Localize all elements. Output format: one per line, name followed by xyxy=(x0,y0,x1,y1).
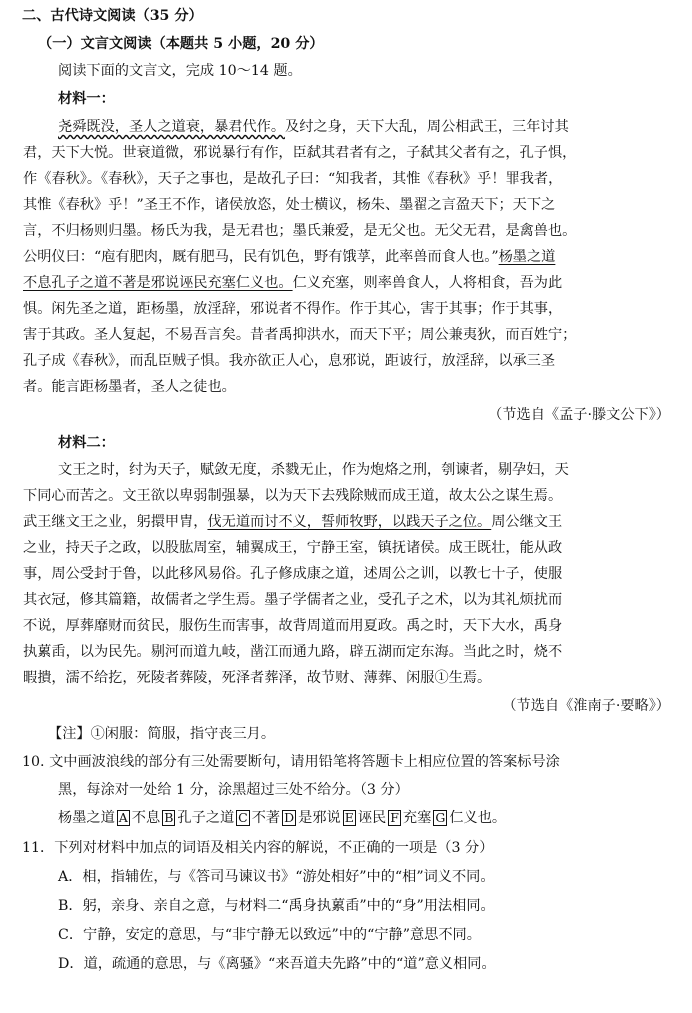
material1-label: 材料一： xyxy=(58,91,115,107)
instruction: 阅读下面的文言文，完成 10～14 题。 xyxy=(58,63,302,79)
material1-line: 言，不归杨则归墨。杨氏为我，是无君也；墨氏兼爱，是无父也。无父无君，是禽兽也。 xyxy=(23,223,577,239)
option-box-b[interactable]: B xyxy=(164,810,174,825)
material2-label: 材料二： xyxy=(58,435,115,451)
material2-line: 不说，厚葬靡财而贫民，服伤生而害事，故背周道而用夏政。禹之时，天下大水，禹身 xyxy=(23,618,563,634)
material1-line: 作《春秋》。《春秋》，天子之事也，是故孔子曰：“知我者，其惟《春秋》乎！罪我者， xyxy=(23,171,563,187)
q10-stem-line2: 黑，每涂对一处给 1 分，涂黑超过三处不给分。（3 分） xyxy=(58,782,409,798)
material2-source: （节选自《淮南子·要略》） xyxy=(502,698,670,714)
q11-option-c: C．宁静，安定的意思，与“非宁静无以致远”中的“宁静”意思不同。 xyxy=(58,927,481,943)
option-box-a[interactable]: A xyxy=(118,810,128,825)
option-box-e[interactable]: E xyxy=(344,810,354,825)
q10-stem-line1: 10. 文中画波浪线的部分有三处需要断句，请用铅笔将答题卡上相应位置的答案标号涂 xyxy=(22,754,560,770)
q11-option-d: D．道，疏通的意思，与《离骚》“来吾道夫先路”中的“道”意义相同。 xyxy=(58,956,496,972)
material1-source: （节选自《孟子·滕文公下》） xyxy=(488,407,670,423)
material2-line: 下同心而苦之。文王欲以卑弱制强暴，以为天下去残除贼而成王道，故太公之谋生焉。 xyxy=(23,488,563,504)
material1-line: 君，天下大悦。世衰道微，邪说暴行有作，臣弑其君者有之，子弑其父者有之，孔子惧， xyxy=(23,145,577,161)
material2-line: 文王之时，纣为天子，赋敛无度，杀戮无止，作为炮烙之刑，刳谏者，剔孕妇，天 xyxy=(58,462,569,478)
material1-line: 其惟《春秋》乎！”圣王不作，诸侯放恣，处士横议，杨朱、墨翟之言盈天下；天下之 xyxy=(23,197,556,213)
material1-line: 者。能言距杨墨者，圣人之徒也。 xyxy=(23,379,236,395)
q10-sentence-start: 杨墨之道 xyxy=(58,810,115,826)
q11-stem: 11．下列对材料中加点的词语及相关内容的解说，不正确的一项是（3 分） xyxy=(22,840,494,856)
material1-line: 害于其政。圣人复起，不易吾言矣。昔者禹抑洪水，而天下平；周公兼夷狄，而百姓宁； xyxy=(23,327,577,343)
material1-line: 惧。闲先圣之道，距杨墨，放淫辞，邪说者不得作。作于其心，害于其事；作于其事， xyxy=(23,301,563,317)
q11-option-b: B．躬，亲身、亲自之意，与材料二“禹身执蔂臿”中的“身”用法相同。 xyxy=(58,898,495,914)
material2-line: 执蔂臿，以为民先。剔河而道九岐，凿江而通九路，辟五湖而定东海。当此之时，烧不 xyxy=(23,644,563,660)
option-box-f[interactable]: F xyxy=(390,810,399,825)
footnote: 【注】①闲服：简服，指守丧三月。 xyxy=(48,726,276,742)
wavy-underline-text: 尧舜既没，圣人之道衰，暴君代作。 xyxy=(58,119,286,135)
material1-line: 孔子成《春秋》，而乱臣贼子惧。我亦欲正人心，息邪说，距诐行，放淫辞，以承三圣 xyxy=(23,353,556,369)
material1-line: 尧舜既没，圣人之道衰，暴君代作。及纣之身，天下大乱，周公相武王，三年讨其 xyxy=(58,119,569,135)
material2-line: 暇撌，濡不给扢，死陵者葬陵，死泽者葬泽，故节财、薄葬、闲服①生焉。 xyxy=(23,670,492,686)
subsection-title: （一）文言文阅读（本题共 5 小题，20 分） xyxy=(38,36,324,52)
material1-line: 公明仪曰：“庖有肥肉，厩有肥马，民有饥色，野有饿莩，此率兽而食人也。”杨墨之道 xyxy=(23,249,556,265)
option-box-d[interactable]: D xyxy=(284,810,295,825)
underlined-text: 伐无道而讨不义，誓师牧野，以践天子之位。 xyxy=(207,514,492,530)
section-title: 二、古代诗文阅读（35 分） xyxy=(22,8,203,24)
material2-line: 之业，持天子之政，以股肱周室，辅翼成王，宁静王室，镇抚诸侯。成王既壮，能从政 xyxy=(23,540,563,556)
underlined-text: 不息孔子之道不著是邪说诬民充塞仁义也。 xyxy=(23,275,293,291)
material2-line: 事，周公受封于鲁，以此移风易俗。孔子修成康之道，述周公之训，以教七十子，使服 xyxy=(23,566,563,582)
underlined-text: 杨墨之道 xyxy=(498,249,556,265)
material1-line: 不息孔子之道不著是邪说诬民充塞仁义也。仁义充塞，则率兽食人，人将相食，吾为此 xyxy=(23,275,563,291)
q11-option-a: A．相，指辅佐，与《答司马谏议书》“游处相好”中的“相”词义不同。 xyxy=(58,869,495,885)
q10-sentence: 杨墨之道 A 不息 B 孔子之道 C 不著 D 是邪说 E 诬民 F 充塞 G 仁义也。 xyxy=(58,810,507,826)
option-box-g[interactable]: G xyxy=(435,810,446,825)
material2-line: 武王继文王之业，躬擐甲胄，伐无道而讨不义，誓师牧野，以践天子之位。周公继文王 xyxy=(23,514,563,530)
material2-line: 其衣冠，修其篇籍，故儒者之学生焉。墨子学儒者之业，受孔子之术，以为其礼烦扰而 xyxy=(23,592,563,608)
option-box-c[interactable]: C xyxy=(238,810,248,825)
